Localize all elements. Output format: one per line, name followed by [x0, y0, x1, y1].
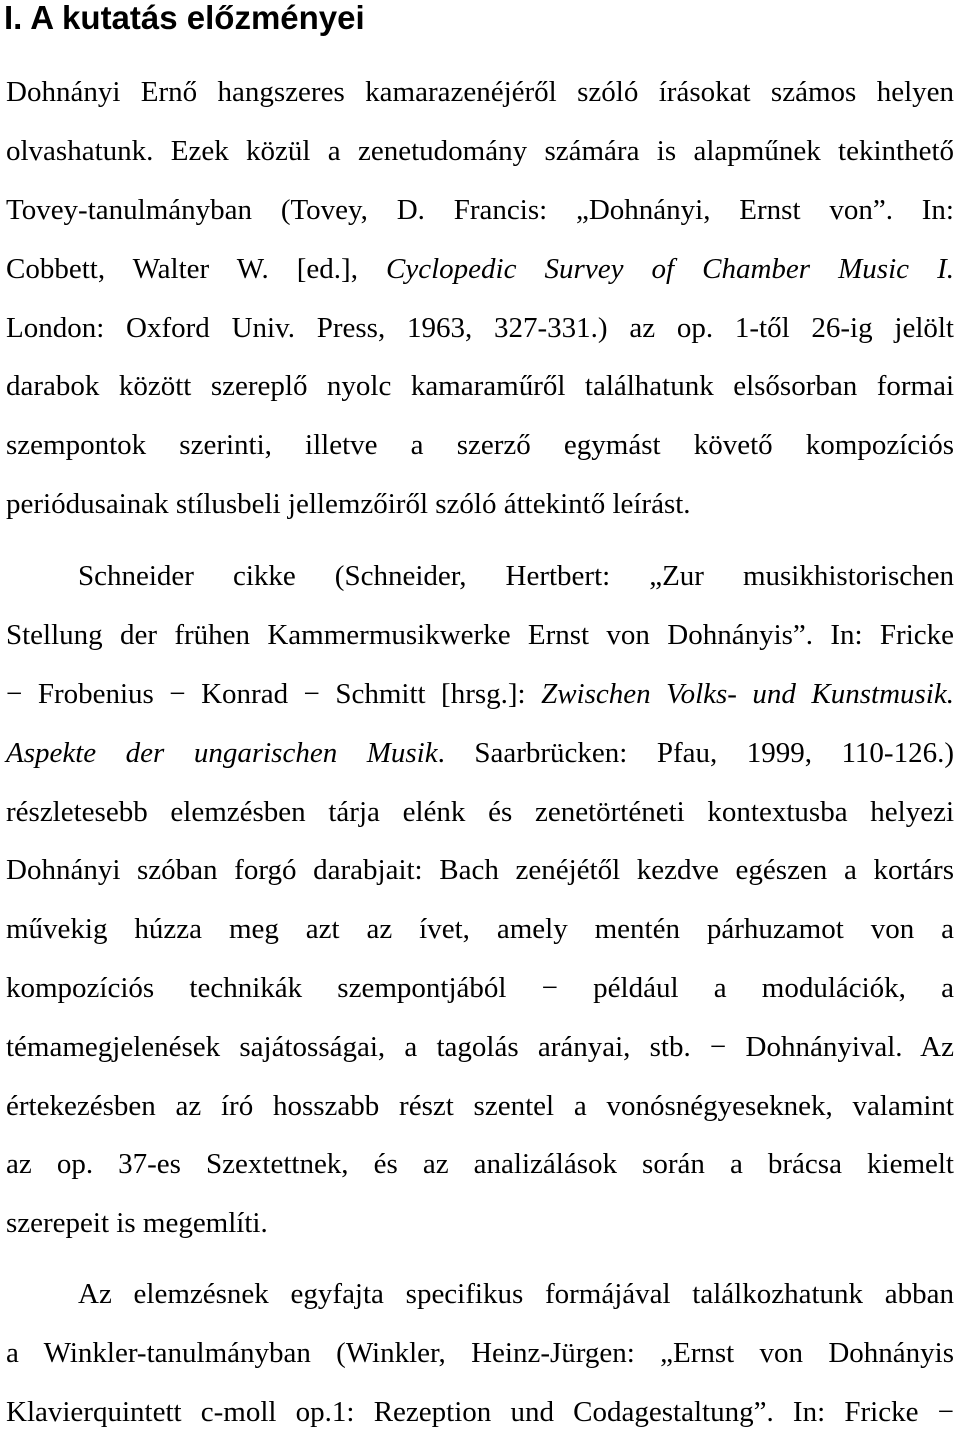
italic-title: Aspekte der ungarischen Musik: [6, 737, 438, 769]
text-line: értekezésben az író hosszabb részt szentel a vonósnégyeseknek, valamint: [6, 1090, 954, 1122]
text-line: kompozíciós technikák szempontjából − például a modulációk, a: [6, 972, 954, 1004]
text-line: Schneider cikke (Schneider, Hertbert: „Zur musikhistorischen: [78, 560, 954, 592]
text-line: Dohnányi szóban forgó darabjait: Bach zenéjétől kezdve egészen a kortárs: [6, 854, 954, 886]
text-line: szempontok szerinti, illetve a szerző egymást követő kompozíciós: [6, 429, 954, 461]
text-line: olvashatunk. Ezek közül a zenetudomány számára is alapműnek tekinthető: [6, 135, 954, 167]
text-line: az op. 37-es Szextettnek, és az analizálások során a brácsa kiemelt: [6, 1148, 954, 1180]
italic-title: Zwischen Volks- und Kunstmusik.: [541, 678, 954, 710]
text-line: Cobbett, Walter W. [ed.], Cyclopedic Survey of Chamber Music I.: [6, 253, 955, 285]
text-line: témamegjelenések sajátosságai, a tagolás arányai, stb. − Dohnányival. Az: [6, 1031, 954, 1063]
text-line: darabok között szereplő nyolc kamaraműről találhatunk elsősorban formai: [6, 370, 954, 402]
italic-title: Cyclopedic Survey of Chamber Music I.: [386, 253, 955, 285]
section-heading: I. A kutatás előzményei: [4, 0, 365, 36]
text-line: Klavierquintett c-moll op.1: Rezeption und Codagestaltung”. In: Fricke −: [6, 1396, 954, 1428]
text-line: Aspekte der ungarischen Musik. Saarbrücken: Pfau, 1999, 110-126.): [6, 737, 954, 769]
text-line: a Winkler-tanulmányban (Winkler, Heinz-Jürgen: „Ernst von Dohnányis: [6, 1337, 954, 1369]
text-line: periódusainak stílusbeli jellemzőiről szóló áttekintő leírást.: [6, 488, 691, 520]
text-line: Stellung der frühen Kammermusikwerke Ernst von Dohnányis”. In: Fricke: [6, 619, 954, 651]
text-line: részletesebb elemzésben tárja elénk és zenetörténeti kontextusba helyezi: [6, 796, 954, 828]
text-line: Dohnányi Ernő hangszeres kamarazenéjéről szóló írásokat számos helyen: [6, 76, 954, 108]
text-line: Az elemzésnek egyfajta specifikus formájával találkozhatunk abban: [78, 1278, 954, 1310]
text-line: London: Oxford Univ. Press, 1963, 327-331.) az op. 1-től 26-ig jelölt: [6, 312, 954, 344]
text-line: − Frobenius − Konrad − Schmitt [hrsg.]: Zwischen Volks- und Kunstmusik.: [6, 678, 954, 710]
text-line: szerepeit is megemlíti.: [6, 1207, 268, 1239]
text-line: művekig húzza meg azt az ívet, amely mentén párhuzamot von a: [6, 913, 954, 945]
text-line: Tovey-tanulmányban (Tovey, D. Francis: „Dohnányi, Ernst von”. In:: [6, 194, 954, 226]
